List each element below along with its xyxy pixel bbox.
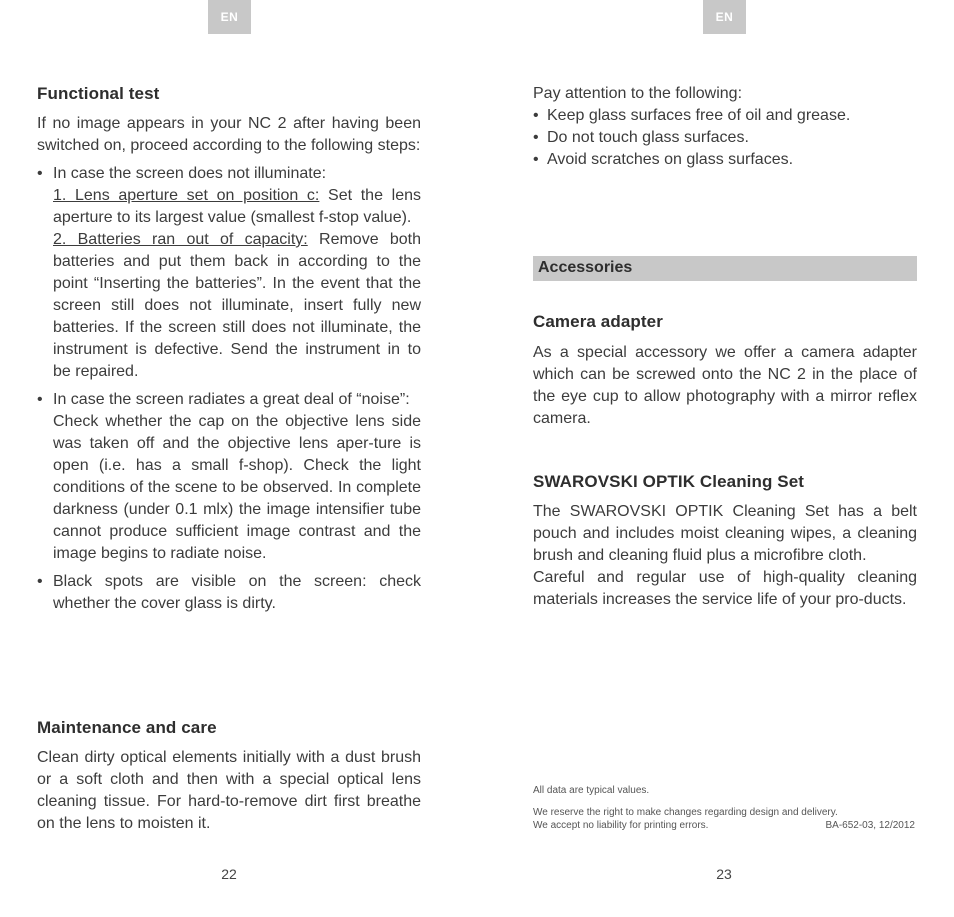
maintenance-text: Clean dirty optical elements initially with a dust brush or a soft cloth and then with a special optical lens cleaning tissue. For hard-to-remove dirt first breathe on the lens to moisten it. [37,749,421,832]
bullet-screen-noise [37,389,421,565]
maintenance-heading: Maintenance and care [37,718,217,737]
attention-intro: Pay attention to the following: [533,85,743,102]
cleaning-set-heading: SWAROVSKI OPTIK Cleaning Set [533,472,805,491]
footer-notes [533,784,917,832]
functional-test-section [37,84,421,615]
bullet-dot: • [37,391,43,408]
liability-note: We accept no liability for printing errors. [533,820,709,831]
camera-adapter-section [533,312,917,430]
page-number: 22 [221,866,237,882]
right-page [477,0,954,917]
step-1 [53,185,421,229]
bullet-screen-not-illuminate [37,163,421,383]
liability-line [533,819,917,832]
bullet-dot: • [37,165,43,182]
typical-values-note: All data are typical values. [533,785,650,796]
attention-item: • Do not touch glass surfaces. [533,129,749,146]
step-1-text: Set the lens aperture to its largest value (smallest f-stop value). [53,187,421,226]
step-2 [53,229,421,383]
maintenance-section [37,718,421,835]
attention-item: • Avoid scratches on glass surfaces. [533,151,794,168]
language-tab: EN [703,0,746,34]
attention-section [533,83,917,171]
bullet-black-spots [37,571,421,615]
bullet-lead: In case the screen radiates a great deal of “noise”: [53,391,410,408]
camera-adapter-heading: Camera adapter [533,312,663,331]
functional-test-intro: If no image appears in your NC 2 after having been switched on, proceed according to the following steps: [37,115,421,154]
bullet-text: Check whether the cap on the objective lens side was taken off and the objective lens aper-ture is open (i.e. has a small f-shop). Check the light conditions of the scene to be observed. In complete darkness (under 0.1 mlx) the image intensifier tube cannot produce sufficient image contrast and the image begins to radiate noise. [53,413,421,562]
bullet-text: Black spots are visible on the screen: check whether the cover glass is dirty. [53,573,421,612]
step-1-label: 1. Lens aperture set on position c: [53,187,320,204]
document-code: BA-652-03, 12/2012 [825,820,915,831]
page-number: 23 [716,866,732,882]
functional-test-heading: Functional test [37,84,160,103]
accessories-heading-bar [533,256,917,281]
step-2-text: Remove both batteries and put them back in according to the point “Inserting the batteries”. In the event that the screen still does not illuminate, insert fully new batteries. If the screen still does not illuminate, the instrument is defective. Send the instrument in to be repaired. [53,231,422,380]
cleaning-set-section [533,472,917,611]
language-tab: EN [208,0,251,34]
cleaning-set-text-1: The SWAROVSKI OPTIK Cleaning Set has a belt pouch and includes moist cleaning wipes, a cleaning brush and cleaning fluid plus a microfibre cloth. [533,503,917,564]
camera-adapter-text: As a special accessory we offer a camera adapter which can be screwed onto the NC 2 in the place of the eye cup to allow photography with a mirror reflex camera. [533,344,917,427]
cleaning-set-text-2: Careful and regular use of high-quality cleaning materials increases the service life of your pro-ducts. [533,569,917,608]
bullet-dot: • [37,573,43,590]
reserve-note: We reserve the right to make changes regarding design and delivery. [533,807,838,818]
attention-item: • Keep glass surfaces free of oil and grease. [533,107,851,124]
bullet-lead: In case the screen does not illuminate: [53,165,327,182]
step-2-label: 2. Batteries ran out of capacity: [53,231,308,248]
accessories-heading: Accessories [538,259,633,276]
